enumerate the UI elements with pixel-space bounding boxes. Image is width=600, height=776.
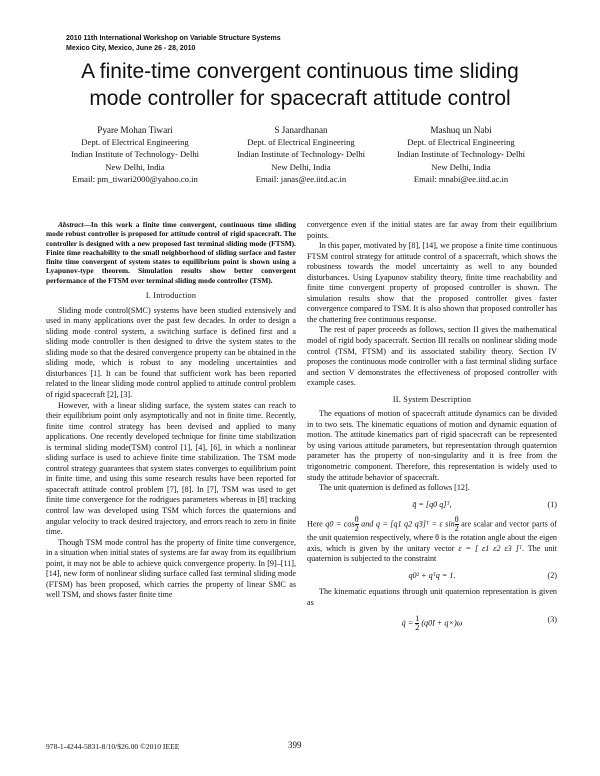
right-column	[307, 220, 557, 638]
fraction: $\frac{1}{2}$	[415, 613, 420, 632]
paragraph: In this paper, motivated by [8], [14], we propose a finite time continuous FTSM control strategy for attitude control of a spacecraft, which shows the robustness towards the model uncertainty as well to any bounded disturbances. Using Lyapunov stability theory, finite time reachability and finite time convergent property of proposed controller is shown. The simulation results show that the proposed controller gives faster convergence compared to TSM. It is also shown that proposed controller has the chattering free continuous response.	[307, 241, 557, 324]
copyright-notice: 978-1-4244-5831-8/10/$26.00 ©2010 IEEE	[46, 742, 180, 751]
author-name: S Janardhanan	[274, 125, 328, 135]
conference-header	[66, 34, 281, 54]
author-dept: Dept. of Electrical Engineering	[247, 137, 355, 148]
author-dept: Dept. of Electrical Engineering	[407, 137, 515, 148]
author-email: Email: janas@ee.iitd.ac.in	[255, 173, 347, 184]
author-1	[60, 124, 210, 185]
page-number: 399	[288, 740, 302, 750]
paragraph: convergence even if the initial states are far away from their equilibrium points.	[307, 220, 557, 240]
section-heading-system-description: II. System Description	[392, 394, 472, 404]
left-column	[46, 220, 296, 601]
author-email: Email: pm_tiwari2000@yahoo.co.in	[72, 173, 198, 184]
paragraph: The equations of motion of spacecraft attitude dynamics can be divided in to two sets. The kinematic equations of motion and dynamic equation of motion. The attitude kinematics part of rigid spacecraft can be represented by using various attitude parameters, but representation through quaternion parameter has the property of non-singularity and it is free from the trigonometric component. Therefore, this representation is widely used to study the attitude behavior of spacecraft.	[307, 409, 557, 482]
paragraph: The unit quaternion is defined as follows [12].	[319, 483, 470, 493]
equation-body: q̄ = [q0 q]ᵀ,	[412, 499, 452, 509]
paragraph: Sliding mode control(SMC) systems have been studied extensively and used in many applications over the past few decades. In order to design a sliding mode control system, a switching surface is defined first and a sliding mode controller is then designed to drive the system states to the sliding mode so that the desired convergence property can be obtained in the sliding mode, which is robust to any modeling uncertainties and disturbances [1]. It can be found that sufficient work has been reported related to the linear sliding mode control applied to attitude control problem of rigid spacecraft [2], [3].	[46, 305, 296, 399]
abstract: Abstract—In this work a finite time convergent, continuous time sliding mode robust controller is proposed for attitude control of rigid spacecraft. The controller is designed with a new proposed fast terminal sliding mode (FTSM). Finite time reachability to the small neighborhood of sliding surface and faster finite time convergent of system states to equilibrium point is shown using a Lyapunov-type theorem. Simulation results show better convergent performance of the FTSM over terminal sliding mode controller (TSM).	[46, 220, 296, 285]
equation-number: (3)	[547, 614, 557, 624]
conference-location-date: Mexico City, Mexico, June 26 - 28, 2010	[66, 45, 196, 52]
equation-3: q̇ = $\frac{1}{2}$ (q0I + q×)ω (3)	[401, 613, 557, 632]
author-city: New Delhi, India	[271, 161, 331, 172]
author-2	[226, 124, 376, 185]
author-3	[386, 124, 536, 185]
author-institute: Indian Institute of Technology- Delhi	[396, 149, 526, 160]
abstract-text: In this work a finite time convergent, continuous time sliding mode robust controller is proposed for attitude control of rigid spacecraft. The controller is designed with a new proposed fast terminal sliding mode (FTSM). Finite time reachability to the small neighborhood of sliding surface and faster finite time convergent of system states to equilibrium point is shown using a Lyapunov-type theorem. Simulation results show better convergent performance of the FTSM over terminal sliding mode controller (TSM).	[46, 220, 296, 285]
author-institute: Indian Institute of Technology- Delhi	[70, 149, 200, 160]
author-city: New Delhi, India	[105, 161, 165, 172]
conference-name: 2010 11th International Workshop on Variable Structure Systems	[66, 35, 281, 42]
paragraph: However, with a linear sliding surface, the system states can reach to their equilibrium point only asymptotically and not in finite time. Recently, finite time control strategy has been devised and applied to many applications. One recently developed technique for finite time stabilization is terminal sliding mode(TSM) control [1], [4], [6], in which a nonlinear sliding surface is used to achieve finite time stabilization. The TSM mode control strategy guarantees that system states converges to equilibrium point in finite time, and using this some research results have been reported for spacecraft attitude control problem [7], [8]. In [7], TSM was used to get finite time convergence for the rodrigues parameters whereas in [8] tracking control law was developed using TSM which forces the quaternions and angular velocity to track desired trajectory, and errors reach to zero in finite time.	[46, 400, 296, 537]
author-institute: Indian Institute of Technology- Delhi	[236, 149, 366, 160]
paragraph-quaternion-def: Here q0 = cos $\frac{\theta}{2}$ and q = [q1 q2 q3]ᵀ = ε sin $\frac{\theta}{2}$ are scalar and vector parts of the unit quaternion respectively, where θ is the rotation angle about the eigen axis, which is given by the unitary vector ε = [ ε1 ε2 ε3 ]ᵀ. The unit quaternion is subjected to the constraint	[307, 515, 558, 564]
title-line-1: A finite-time convergent continuous time sliding	[81, 60, 519, 83]
author-dept: Dept. of Electrical Engineering	[81, 137, 189, 148]
fraction: $\frac{\theta}{2}$	[454, 515, 459, 534]
equation-number: (2)	[547, 570, 557, 580]
author-name: Pyare Mohan Tiwari	[97, 125, 173, 135]
title-line-2: mode controller for spacecraft attitude control	[89, 87, 511, 110]
fraction: $\frac{\theta}{2}$	[354, 515, 359, 534]
author-email: Email: mnabi@ee.iitd.ac.in	[413, 173, 509, 184]
paper-title	[40, 58, 560, 112]
paragraph: The rest of paper proceeds as follows, section II gives the mathematical model of rigid body spacecraft. Section III recalls on nonlinear sliding mode control (TSM, FTSM) and its associated stability theory. Section IV proposes the continuous mode controller with a fast terminal sliding surface and section V demonstrates the effectiveness of proposed controller with example cases.	[307, 325, 557, 388]
paragraph: The kinematic equations through unit quaternion representation is given as	[307, 587, 557, 607]
author-name: Mashuq un Nabi	[430, 125, 492, 135]
equation-1	[307, 500, 557, 511]
equation-number: (1)	[547, 499, 557, 509]
paragraph: Though TSM mode control has the property of finite time convergence, in a situation when initial states of systems are far away from its equilibrium point, it may not be able to achieve quick convergence property. In [9]–[11], [14], new form of nonlinear sliding surface called fast terminal sliding mode (FTSM) has been proposed, which carries the property of linear SMC as well TSM, and shows faster finite time	[46, 537, 296, 600]
equation-2	[307, 571, 557, 582]
author-city: New Delhi, India	[431, 161, 491, 172]
abstract-label: Abstract	[58, 220, 84, 229]
equation-body: q0² + qᵀq = 1.	[408, 570, 456, 580]
section-heading-introduction: I. Introduction	[145, 291, 197, 301]
